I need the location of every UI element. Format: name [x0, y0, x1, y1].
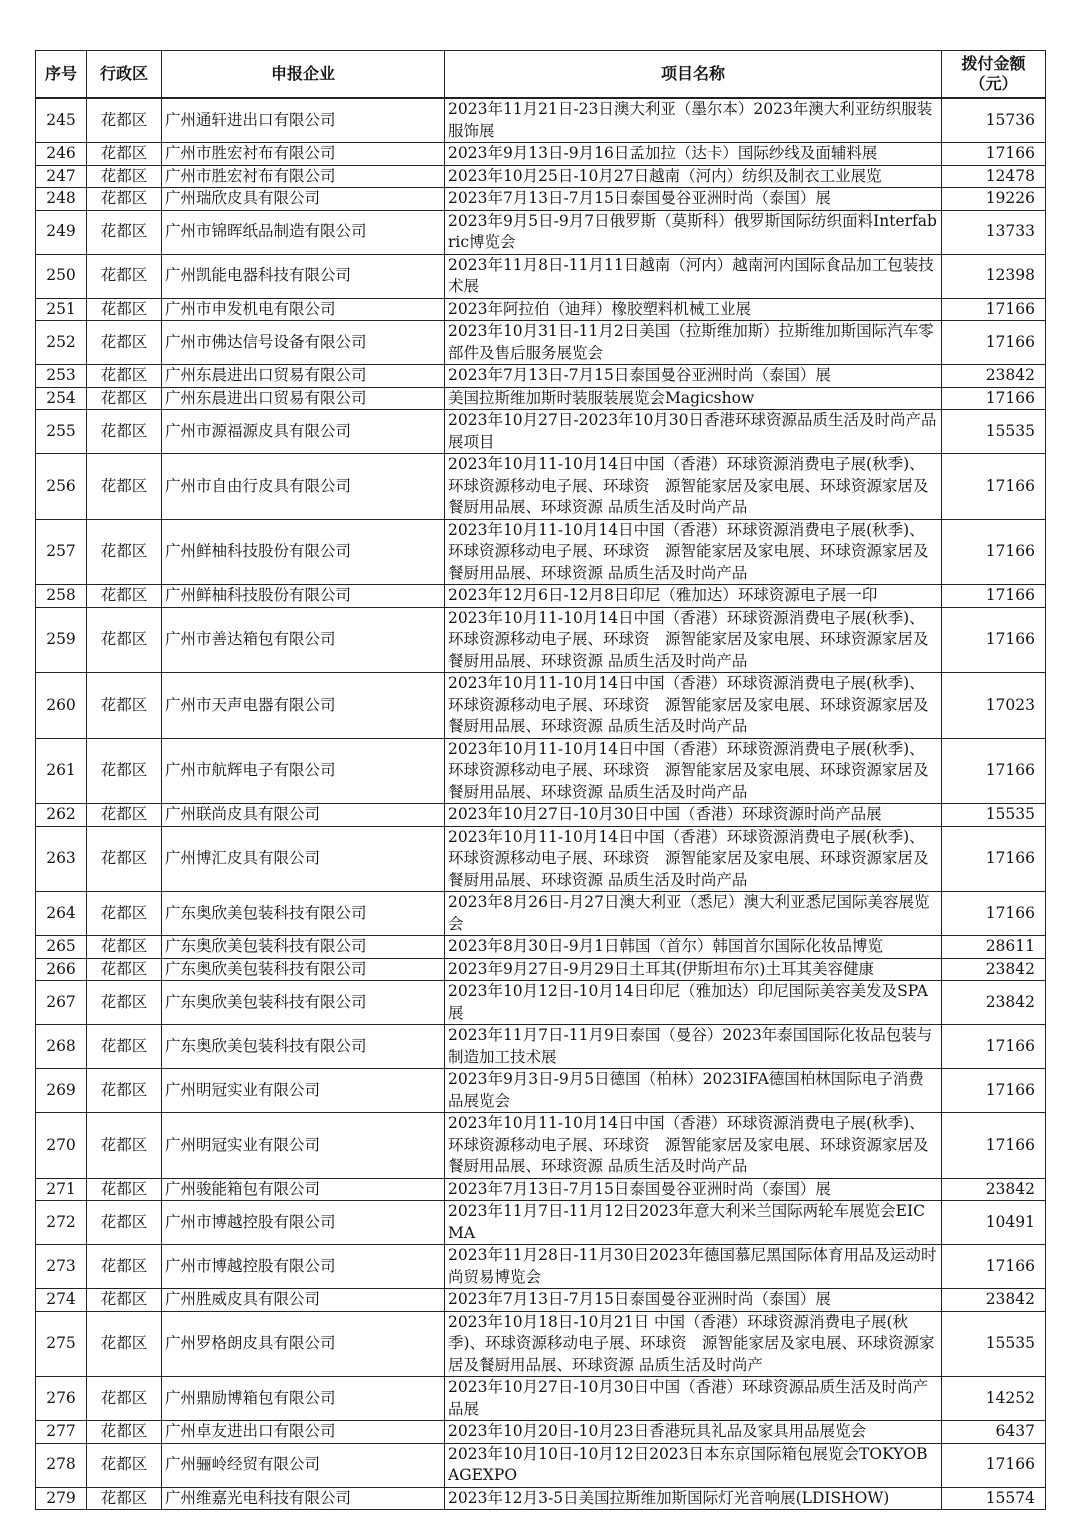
row-number: 257 — [36, 519, 87, 585]
row-amount: 17166 — [942, 321, 1046, 365]
row-district: 花都区 — [87, 98, 162, 143]
table-row — [36, 936, 1046, 959]
row-company: 广州市善达箱包有限公司 — [162, 607, 445, 673]
row-project: 2023年10月10日-10月12日2023日本东京国际箱包展览会TOKYOBAGEXPO — [445, 1443, 942, 1487]
row-company: 广州市博越控股有限公司 — [162, 1201, 445, 1245]
row-company: 广州市申发机电有限公司 — [162, 298, 445, 321]
row-amount: 17166 — [942, 519, 1046, 585]
row-number: 264 — [36, 892, 87, 936]
row-district: 花都区 — [87, 210, 162, 254]
row-project: 2023年7月13日-7月15日泰国曼谷亚洲时尚（泰国）展 — [445, 1178, 942, 1201]
row-project: 2023年8月30日-9月1日韩国（首尔）韩国首尔国际化妆品博览 — [445, 936, 942, 959]
row-district: 花都区 — [87, 365, 162, 388]
table-row — [36, 165, 1046, 188]
row-district: 花都区 — [87, 1289, 162, 1312]
table-row — [36, 1443, 1046, 1487]
row-company: 广州卓友进出口有限公司 — [162, 1421, 445, 1444]
row-number: 270 — [36, 1113, 87, 1179]
row-number: 249 — [36, 210, 87, 254]
row-number: 279 — [36, 1487, 87, 1510]
row-company: 广州博汇皮具有限公司 — [162, 826, 445, 892]
table-row — [36, 188, 1046, 211]
row-number: 245 — [36, 98, 87, 143]
row-project: 2023年10月31日-11月2日美国（拉斯维加斯）拉斯维加斯国际汽车零部件及售后服务展览会 — [445, 321, 942, 365]
row-project: 2023年10月18日-10月21日 中国（香港）环球资源消费电子展(秋季)、环球资源移动电子展、环球资 源智能家居及家电展、环球资源家居及餐厨用品展、环球资源 品质生活及时尚产 — [445, 1311, 942, 1377]
row-amount: 17166 — [942, 892, 1046, 936]
row-project: 2023年12月3-5日美国拉斯维加斯国际灯光音响展(LDISHOW) — [445, 1487, 942, 1510]
row-project: 2023年11月28日-11月30日2023年德国慕尼黑国际体育用品及运动时尚贸易博览会 — [445, 1245, 942, 1289]
row-amount: 10491 — [942, 1201, 1046, 1245]
row-number: 266 — [36, 958, 87, 981]
row-district: 花都区 — [87, 1245, 162, 1289]
row-company: 广州东晨进出口贸易有限公司 — [162, 365, 445, 388]
row-amount: 17166 — [942, 298, 1046, 321]
row-project: 2023年8月26日-月27日澳大利亚（悉尼）澳大利亚悉尼国际美容展览会 — [445, 892, 942, 936]
table-row — [36, 981, 1046, 1025]
row-project: 2023年11月8日-11月11日越南（河内）越南河内国际食品加工包装技术展 — [445, 254, 942, 298]
table-row — [36, 1069, 1046, 1113]
row-amount: 17166 — [942, 826, 1046, 892]
table-row — [36, 1421, 1046, 1444]
row-district: 花都区 — [87, 892, 162, 936]
row-company: 广州罗格朗皮具有限公司 — [162, 1311, 445, 1377]
subsidy-table — [35, 50, 1046, 1510]
row-district: 花都区 — [87, 673, 162, 739]
row-number: 247 — [36, 165, 87, 188]
table-row — [36, 804, 1046, 827]
table-row — [36, 1178, 1046, 1201]
row-amount: 13733 — [942, 210, 1046, 254]
row-amount: 15535 — [942, 804, 1046, 827]
row-district: 花都区 — [87, 738, 162, 804]
row-amount: 17166 — [942, 454, 1046, 520]
row-project: 美国拉斯维加斯时装服装展览会Magicshow — [445, 387, 942, 410]
table-row — [36, 387, 1046, 410]
row-company: 广州市自由行皮具有限公司 — [162, 454, 445, 520]
table-row — [36, 673, 1046, 739]
row-amount: 19226 — [942, 188, 1046, 211]
row-company: 广州市锦晖纸品制造有限公司 — [162, 210, 445, 254]
row-amount: 14252 — [942, 1377, 1046, 1421]
row-district: 花都区 — [87, 804, 162, 827]
row-amount: 28611 — [942, 936, 1046, 959]
row-company: 广州联尚皮具有限公司 — [162, 804, 445, 827]
table-row — [36, 321, 1046, 365]
row-number: 252 — [36, 321, 87, 365]
row-project: 2023年7月13日-7月15日泰国曼谷亚洲时尚（泰国）展 — [445, 365, 942, 388]
row-amount: 17166 — [942, 607, 1046, 673]
row-number: 278 — [36, 1443, 87, 1487]
row-company: 广州明冠实业有限公司 — [162, 1113, 445, 1179]
row-district: 花都区 — [87, 1201, 162, 1245]
row-project: 2023年10月11-10月14日中国（香港）环球资源消费电子展(秋季)、环球资源移动电子展、环球资 源智能家居及家电展、环球资源家居及餐厨用品展、环球资源 品质生活及时尚产品 — [445, 826, 942, 892]
table-row — [36, 1487, 1046, 1510]
row-number: 267 — [36, 981, 87, 1025]
row-district: 花都区 — [87, 1487, 162, 1510]
row-district: 花都区 — [87, 826, 162, 892]
row-project: 2023年10月11-10月14日中国（香港）环球资源消费电子展(秋季)、环球资源移动电子展、环球资 源智能家居及家电展、环球资源家居及餐厨用品展、环球资源 品质生活及时尚产品 — [445, 607, 942, 673]
row-amount: 23842 — [942, 981, 1046, 1025]
row-district: 花都区 — [87, 936, 162, 959]
row-company: 广东奥欣美包装科技有限公司 — [162, 892, 445, 936]
row-district: 花都区 — [87, 1311, 162, 1377]
row-number: 253 — [36, 365, 87, 388]
row-number: 258 — [36, 585, 87, 608]
row-number: 269 — [36, 1069, 87, 1113]
row-project: 2023年10月20日-10月23日香港玩具礼品及家具用品展览会 — [445, 1421, 942, 1444]
header-no: 序号 — [36, 51, 87, 99]
row-amount: 23842 — [942, 1289, 1046, 1312]
row-amount: 23842 — [942, 958, 1046, 981]
row-company: 广东奥欣美包装科技有限公司 — [162, 958, 445, 981]
row-project: 2023年11月7日-11月12日2023年意大利米兰国际两轮车展览会EICMA — [445, 1201, 942, 1245]
row-amount: 17166 — [942, 585, 1046, 608]
row-district: 花都区 — [87, 188, 162, 211]
row-project: 2023年9月13日-9月16日孟加拉（达卡）国际纱线及面辅料展 — [445, 143, 942, 166]
table-row — [36, 519, 1046, 585]
row-district: 花都区 — [87, 1113, 162, 1179]
row-amount: 17166 — [942, 1025, 1046, 1069]
row-project: 2023年10月27日-2023年10月30日香港环球资源品质生活及时尚产品展项目 — [445, 410, 942, 454]
row-district: 花都区 — [87, 1377, 162, 1421]
table-row — [36, 1025, 1046, 1069]
row-amount: 17166 — [942, 738, 1046, 804]
row-district: 花都区 — [87, 981, 162, 1025]
row-amount: 12398 — [942, 254, 1046, 298]
header-company: 申报企业 — [162, 51, 445, 99]
table-row — [36, 892, 1046, 936]
table-row — [36, 1311, 1046, 1377]
row-company: 广州胜威皮具有限公司 — [162, 1289, 445, 1312]
row-amount: 17023 — [942, 673, 1046, 739]
table-row — [36, 454, 1046, 520]
row-district: 花都区 — [87, 298, 162, 321]
row-company: 广州市胜宏衬布有限公司 — [162, 143, 445, 166]
row-project: 2023年10月11-10月14日中国（香港）环球资源消费电子展(秋季)、环球资源移动电子展、环球资 源智能家居及家电展、环球资源家居及餐厨用品展、环球资源 品质生活及时尚产品 — [445, 1113, 942, 1179]
row-number: 262 — [36, 804, 87, 827]
table-row — [36, 1201, 1046, 1245]
row-company: 广州市航辉电子有限公司 — [162, 738, 445, 804]
row-district: 花都区 — [87, 410, 162, 454]
row-amount: 17166 — [942, 387, 1046, 410]
row-district: 花都区 — [87, 1025, 162, 1069]
row-amount: 17166 — [942, 1113, 1046, 1179]
row-amount: 15574 — [942, 1487, 1046, 1510]
row-company: 广州市源福源皮具有限公司 — [162, 410, 445, 454]
row-number: 276 — [36, 1377, 87, 1421]
row-number: 271 — [36, 1178, 87, 1201]
row-amount: 12478 — [942, 165, 1046, 188]
row-district: 花都区 — [87, 254, 162, 298]
table-row — [36, 1377, 1046, 1421]
table-row — [36, 365, 1046, 388]
row-number: 261 — [36, 738, 87, 804]
row-number: 251 — [36, 298, 87, 321]
row-amount: 17166 — [942, 143, 1046, 166]
table-row — [36, 298, 1046, 321]
row-project: 2023年10月11-10月14日中国（香港）环球资源消费电子展(秋季)、环球资源移动电子展、环球资 源智能家居及家电展、环球资源家居及餐厨用品展、环球资源 品质生活及时尚产品 — [445, 738, 942, 804]
row-company: 广州市佛达信号设备有限公司 — [162, 321, 445, 365]
row-company: 广州市胜宏衬布有限公司 — [162, 165, 445, 188]
row-project: 2023年10月27日-10月30日中国（香港）环球资源品质生活及时尚产品展 — [445, 1377, 942, 1421]
row-amount: 15736 — [942, 98, 1046, 143]
row-company: 广州明冠实业有限公司 — [162, 1069, 445, 1113]
table-row — [36, 585, 1046, 608]
row-project: 2023年7月13日-7月15日泰国曼谷亚洲时尚（泰国）展 — [445, 1289, 942, 1312]
row-number: 274 — [36, 1289, 87, 1312]
row-district: 花都区 — [87, 519, 162, 585]
row-amount: 23842 — [942, 1178, 1046, 1201]
table-row — [36, 958, 1046, 981]
row-company: 广州市天声电器有限公司 — [162, 673, 445, 739]
row-district: 花都区 — [87, 143, 162, 166]
row-district: 花都区 — [87, 1069, 162, 1113]
row-project: 2023年10月11-10月14日中国（香港）环球资源消费电子展(秋季)、环球资源移动电子展、环球资 源智能家居及家电展、环球资源家居及餐厨用品展、环球资源 品质生活及时尚产品 — [445, 519, 942, 585]
row-amount: 15535 — [942, 1311, 1046, 1377]
row-project: 2023年11月21日-23日澳大利亚（墨尔本）2023年澳大利亚纺织服装服饰展 — [445, 98, 942, 143]
table-header-row — [36, 51, 1046, 99]
row-company: 广州骏能箱包有限公司 — [162, 1178, 445, 1201]
row-district: 花都区 — [87, 585, 162, 608]
table-row — [36, 738, 1046, 804]
row-amount: 23842 — [942, 365, 1046, 388]
row-district: 花都区 — [87, 1443, 162, 1487]
row-project: 2023年9月5日-9月7日俄罗斯（莫斯科）俄罗斯国际纺织面料Interfabric博览会 — [445, 210, 942, 254]
row-district: 花都区 — [87, 958, 162, 981]
table-body — [36, 98, 1046, 1510]
row-number: 275 — [36, 1311, 87, 1377]
row-project: 2023年10月27日-10月30日中国（香港）环球资源时尚产品展 — [445, 804, 942, 827]
row-number: 272 — [36, 1201, 87, 1245]
row-amount: 15535 — [942, 410, 1046, 454]
row-number: 277 — [36, 1421, 87, 1444]
row-project: 2023年10月11-10月14日中国（香港）环球资源消费电子展(秋季)、环球资源移动电子展、环球资 源智能家居及家电展、环球资源家居及餐厨用品展、环球资源 品质生活及时尚产品 — [445, 454, 942, 520]
row-district: 花都区 — [87, 1178, 162, 1201]
row-number: 263 — [36, 826, 87, 892]
row-project: 2023年7月13日-7月15日泰国曼谷亚洲时尚（泰国）展 — [445, 188, 942, 211]
row-company: 广州市博越控股有限公司 — [162, 1245, 445, 1289]
table-row — [36, 143, 1046, 166]
table-row — [36, 607, 1046, 673]
row-number: 260 — [36, 673, 87, 739]
row-company: 广州凯能电器科技有限公司 — [162, 254, 445, 298]
row-project: 2023年10月12日-10月14日印尼（雅加达）印尼国际美容美发及SPA展 — [445, 981, 942, 1025]
row-company: 广东奥欣美包装科技有限公司 — [162, 936, 445, 959]
row-company: 广州鼎励博箱包有限公司 — [162, 1377, 445, 1421]
header-project: 项目名称 — [445, 51, 942, 99]
row-company: 广东奥欣美包装科技有限公司 — [162, 981, 445, 1025]
row-amount: 17166 — [942, 1069, 1046, 1113]
row-district: 花都区 — [87, 321, 162, 365]
row-company: 广东奥欣美包装科技有限公司 — [162, 1025, 445, 1069]
row-number: 265 — [36, 936, 87, 959]
row-company: 广州维嘉光电科技有限公司 — [162, 1487, 445, 1510]
row-amount: 17166 — [942, 1245, 1046, 1289]
row-amount: 17166 — [942, 1443, 1046, 1487]
row-district: 花都区 — [87, 454, 162, 520]
row-project: 2023年10月25日-10月27日越南（河内）纺织及制衣工业展览 — [445, 165, 942, 188]
table-row — [36, 254, 1046, 298]
row-project: 2023年阿拉伯（迪拜）橡胶塑料机械工业展 — [445, 298, 942, 321]
table-row — [36, 98, 1046, 143]
row-number: 248 — [36, 188, 87, 211]
row-number: 256 — [36, 454, 87, 520]
row-number: 250 — [36, 254, 87, 298]
row-project: 2023年12月6日-12月8日印尼（雅加达）环球资源电子展一印 — [445, 585, 942, 608]
table-row — [36, 1289, 1046, 1312]
table-row — [36, 1113, 1046, 1179]
row-project: 2023年11月7日-11月9日泰国（曼谷）2023年泰国国际化妆品包装与制造加工技术展 — [445, 1025, 942, 1069]
row-district: 花都区 — [87, 387, 162, 410]
row-number: 246 — [36, 143, 87, 166]
table-row — [36, 210, 1046, 254]
row-company: 广州东晨进出口贸易有限公司 — [162, 387, 445, 410]
row-district: 花都区 — [87, 165, 162, 188]
row-number: 268 — [36, 1025, 87, 1069]
row-project: 2023年10月11-10月14日中国（香港）环球资源消费电子展(秋季)、环球资源移动电子展、环球资 源智能家居及家电展、环球资源家居及餐厨用品展、环球资源 品质生活及时尚产品 — [445, 673, 942, 739]
row-district: 花都区 — [87, 1421, 162, 1444]
row-number: 273 — [36, 1245, 87, 1289]
row-project: 2023年9月3日-9月5日德国（柏林）2023IFA德国柏林国际电子消费品展览会 — [445, 1069, 942, 1113]
row-company: 广州鲜柚科技股份有限公司 — [162, 585, 445, 608]
row-company: 广州通轩进出口有限公司 — [162, 98, 445, 143]
row-company: 广州瑞欣皮具有限公司 — [162, 188, 445, 211]
row-company: 广州鲜柚科技股份有限公司 — [162, 519, 445, 585]
row-district: 花都区 — [87, 607, 162, 673]
row-number: 259 — [36, 607, 87, 673]
row-company: 广州骊岭经贸有限公司 — [162, 1443, 445, 1487]
row-number: 254 — [36, 387, 87, 410]
row-number: 255 — [36, 410, 87, 454]
header-district: 行政区 — [87, 51, 162, 99]
row-amount: 6437 — [942, 1421, 1046, 1444]
table-row — [36, 410, 1046, 454]
row-project: 2023年9月27日-9月29日土耳其(伊斯坦布尔)土耳其美容健康 — [445, 958, 942, 981]
table-row — [36, 1245, 1046, 1289]
table-row — [36, 826, 1046, 892]
header-amount: 拨付金额（元） — [942, 51, 1046, 99]
